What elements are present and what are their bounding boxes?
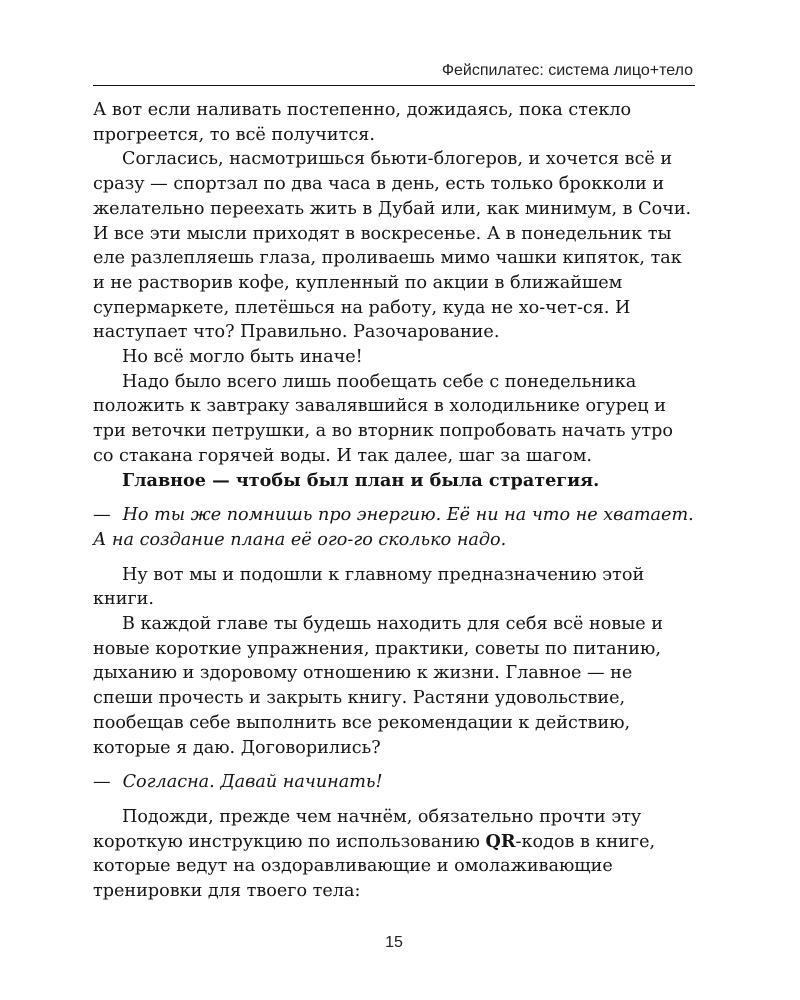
paragraph-6: Ну вот мы и подошли к главному предназначению этой книги.: [93, 564, 645, 610]
header-rule: [93, 85, 695, 86]
dialogue-line-2: [93, 770, 695, 795]
dialogue-line-1: [93, 503, 695, 552]
paragraph-1: А вот если наливать постепенно, дожидаясь, пока стекло прогреется, то всё получится.: [93, 100, 632, 145]
paragraph-3: Но всё могло быть иначе!: [122, 347, 363, 368]
dialogue-text: Но ты же помнишь про энергию. Её ни на что не хватает. А на создание плана её ого-го сколько надо.: [93, 505, 694, 550]
paragraph-8-start: Подожди, прежде чем начнём, обязательно прочти эту короткую инструкцию по использованию: [93, 806, 642, 852]
dialogue-dash: —: [93, 772, 111, 793]
paragraph-8-end: -кодов в книге, которые ведут на оздоравливающие и омолаживающие тренировки для твоего тела:: [93, 831, 656, 902]
dialogue-dash: —: [93, 505, 111, 526]
dialogue-text: Согласна. Давай начинать!: [122, 772, 383, 793]
emphasis-paragraph: Главное — чтобы был план и была стратегия.: [122, 469, 600, 491]
running-head-title: Фейспилатес: система лицо+тело: [441, 62, 693, 79]
paragraph-2: Согласись, насмотришься бьюти-блогеров, и хочется всё и сразу — спортзал по два часа в день, есть только брокколи и желательно переехать жить в Дубай или, как минимум, в Сочи. И все эти мысли приходят в воскресенье. А в понедельник ты еле разлепляешь глаза, проливаешь мимо чашки кипяток, так и не растворив кофе, купленный по акции в ближайшем супермаркете, плетёшься на работу, куда не хо-чет-ся. И наступает что? Правильно. Разочарование.: [93, 149, 692, 343]
paragraph-4: Надо было всего лишь пообещать себе с понедельника положить к завтраку завалявшийся в холодильнике огурец и три веточки петрушки, а во вторник попробовать начать утро со стакана горячей воды. И так далее, шаг за шагом.: [93, 371, 673, 466]
page-number: 15: [385, 934, 403, 951]
qr-term: QR: [485, 830, 516, 852]
paragraph-7: В каждой главе ты будешь находить для себя всё новые и новые короткие упражнения, практики, советы по питанию, дыханию и здоровому отношению к жизни. Главное — не спеши прочесть и закрыть книгу. Растяни удовольствие, пообещав себе выполнить все рекомендации к действию, которые я даю. Договорились?: [93, 614, 663, 758]
paragraph-8: [93, 805, 695, 904]
body-text: [93, 98, 695, 904]
